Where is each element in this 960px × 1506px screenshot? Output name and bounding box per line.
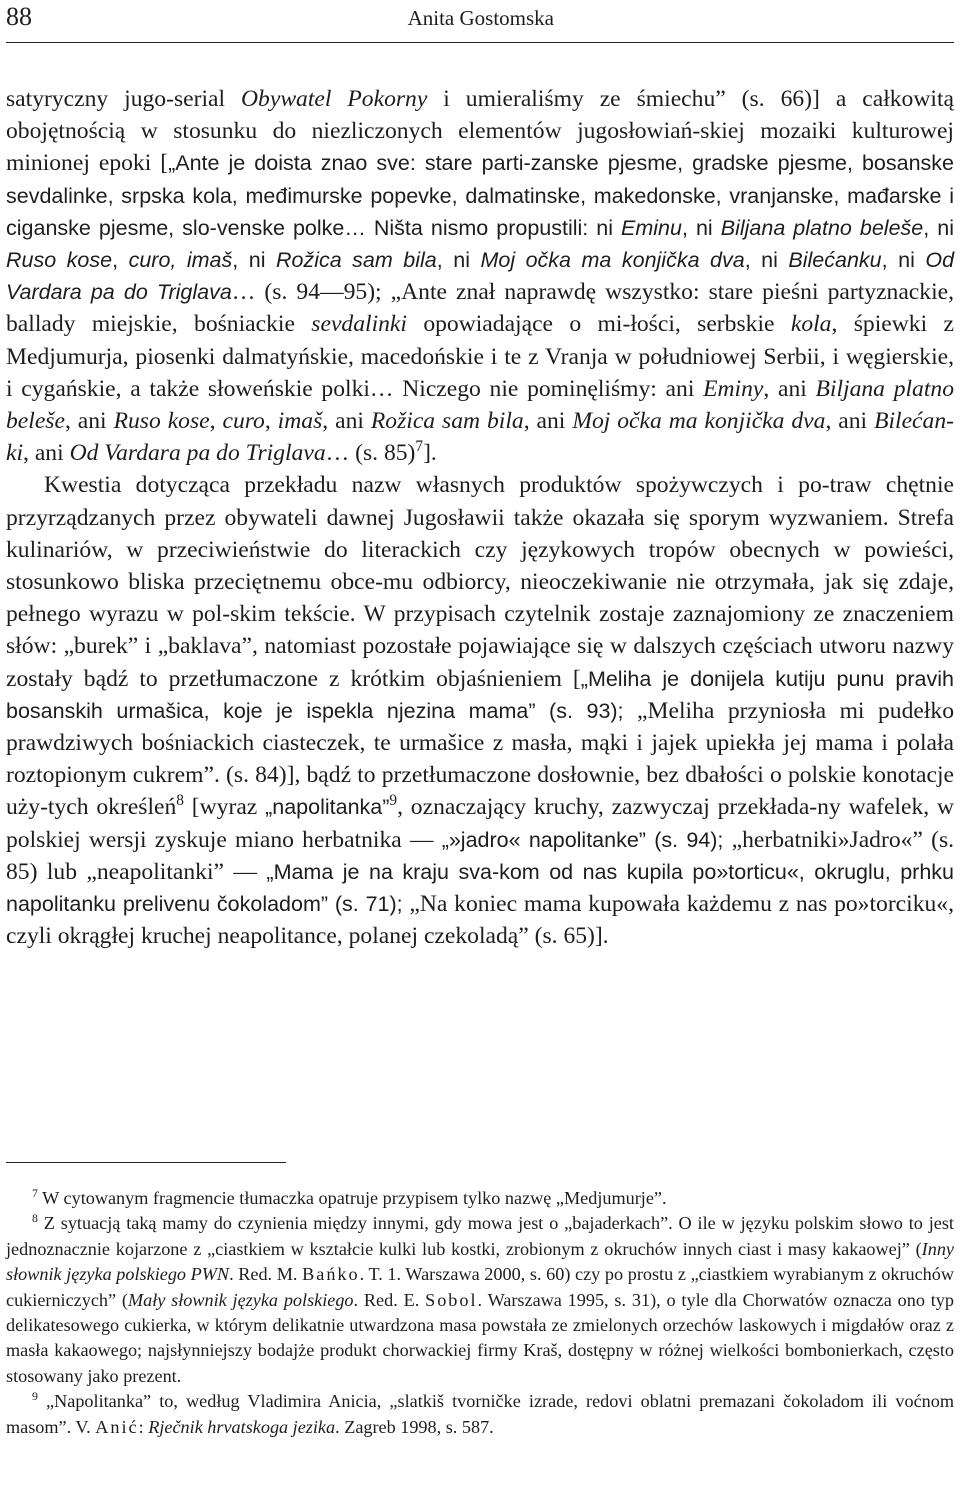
author-name: Bańko bbox=[302, 1264, 360, 1285]
footnote-separator bbox=[6, 1162, 286, 1163]
footnote-text: . Warszawa 1995, s. 31), o tyle dla Chorwatów oznacza ono typ delikatesowego cukierka, w którym delikatnie utwardzona masa powstała ze zmielonych orzechów laskowych i migdałów oraz z masła kakaowego; najsłynniejszy bodajże produkt chorwackiej firmy Kraš, dostępny w różnej wielkości bombonierkach, często stosowany jako prezent. bbox=[6, 1289, 954, 1386]
text-run: , oznaczający kruchy, zazwyczaj przekłada-ny wafelek, w polskiej wersji zyskuje miano herbatnika — bbox=[6, 794, 954, 853]
italic-title: Eminy bbox=[703, 375, 764, 402]
text-run: „Ante je doista znao sve: stare parti-zanske pjesme, gradske pjesme, bosanske sevdalinke, srpska kola, međimurske popevke, dalmatinske, makedonske, vranjanske, mađarske i ciganske pjesme, slo-venske polke… Ništa nismo propustili: ni bbox=[6, 151, 955, 240]
footnotes bbox=[6, 1186, 954, 1440]
text-run: , ani bbox=[825, 408, 875, 435]
italic-title: Bilećan-ki bbox=[6, 408, 954, 467]
footnote-ref[interactable]: 7 bbox=[415, 438, 424, 456]
italic-title: sevdalinki bbox=[311, 311, 407, 338]
italic-title: Od Vardara pa do Triglava bbox=[69, 440, 326, 467]
text-run: , ani bbox=[64, 408, 114, 435]
italic-title: Moj očka ma konjička dva bbox=[480, 248, 745, 273]
text-run: , ani bbox=[763, 375, 816, 402]
text-run: „herbatniki»Jadro«” (s. 85) lub „neapolitanki” — bbox=[6, 826, 955, 885]
footnote-text: „Napolitanka” to, według Vladimira Anicia, „slatkiš tvorničke izrade, redovi oblatni premazani čokoladom ili voćnom masom”. V. bbox=[6, 1391, 954, 1437]
footnote-text: . Red. M. bbox=[229, 1264, 303, 1285]
text-run: , ani bbox=[322, 408, 371, 435]
italic-title: Rožica sam bila bbox=[275, 248, 437, 273]
body-text bbox=[6, 83, 954, 952]
text-run: , bbox=[209, 408, 223, 435]
italic-title: Eminu bbox=[621, 215, 682, 240]
text-run: , ani bbox=[23, 440, 70, 467]
italic-title: Biljana platno beleše bbox=[720, 215, 924, 240]
footnote-8 bbox=[6, 1211, 954, 1389]
italic-title: Bilećanku bbox=[788, 248, 882, 273]
text-run: [wyraz bbox=[183, 794, 266, 821]
text-run: … (s. 85) bbox=[325, 440, 416, 467]
footnote-text: . Zagreb 1998, s. 587. bbox=[335, 1416, 494, 1437]
footnote-text: . Red. E. bbox=[353, 1289, 426, 1310]
footnote-text: : bbox=[138, 1416, 149, 1437]
italic-title: Obywatel Pokorny bbox=[241, 86, 428, 112]
footnote-number: 9 bbox=[32, 1389, 38, 1404]
footnote-text: Z sytuacją taką mamy do czynienia między innymi, gdy mowa jest o „bajaderkach”. O ile w języku polskim słowo to jest jednoznacznie kojarzone z „ciastkiem w kształcie kulki lub kostki, zrobionym z okruchów innych ciast i masy kakaowej” ( bbox=[6, 1213, 954, 1259]
text-run: , ni bbox=[744, 248, 789, 273]
text-run: Kwestia dotycząca przekładu nazw własnych produktów spożywczych i po-traw chętnie przyrządzanych przez obywateli dawnej Jugosławii także okazała się sporym wyzwaniem. Strefa kulinariów, w przeciwieństwie do literackich czy językowych tropów obecnych w powieści, stosunkowo bliska przeciętnemu obce-mu odbiorcy, nieoczekiwanie nie otrzymała, jak się zdaje, pełnego wyrazu w pol-skim tekście. W przypisach czytelnik zostaje zaznajomiony ze znaczeniem słów: „burek” i „baklava”, natomiast pozostałe pojawiające się w dalszych częściach utworu nazwy zostały bądź to przetłumaczone z krótkim objaśnieniem [ bbox=[6, 472, 954, 692]
quote-original: „»jadro« napolitanke” (s. 94); bbox=[441, 827, 724, 852]
footnote-number: 7 bbox=[32, 1185, 38, 1200]
text-run: „Meliha przyniosła mi pudełko prawdziwych bośniackich ciasteczek, te urmašice z masła, mąki i jajek upiekła jej mama i polała roztopionym cukrem”. (s. 84)], bądź to przetłumaczone dosłownie, bez dbałości o polskie konotacje uży-tych określeń bbox=[6, 697, 954, 821]
text-run: , ani bbox=[523, 408, 573, 435]
page-header bbox=[6, 0, 954, 40]
footnote-text: W cytowanym fragmencie tłumaczka opatruje przypisem tylko nazwę „Medjumurje”. bbox=[37, 1188, 667, 1208]
footnote-number: 8 bbox=[32, 1211, 38, 1226]
italic-title: Ruso kose bbox=[6, 248, 113, 273]
paragraph-1 bbox=[6, 83, 954, 469]
italic-title: Rožica sam bila bbox=[370, 408, 524, 435]
page-number: 88 bbox=[6, 2, 32, 31]
italic-title: Moj očka ma konjička dva bbox=[572, 408, 826, 435]
quote-original: „napolitanka” bbox=[265, 795, 390, 820]
italic-title: curo, imaš bbox=[222, 408, 323, 435]
text-run: … (s. 94—95); „Ante znał naprawdę wszystko: stare pieśni partyznackie, ballady miejskie, bośniackie bbox=[6, 279, 955, 338]
text-run: opowiadające o mi-łości, serbskie bbox=[406, 311, 791, 338]
header-rule bbox=[6, 42, 954, 43]
footnote-ref[interactable]: 9 bbox=[389, 792, 398, 810]
text-run: , ni bbox=[436, 248, 481, 273]
footnote-9 bbox=[6, 1389, 954, 1440]
italic-title: kola bbox=[790, 311, 832, 338]
author-name: Sobol bbox=[425, 1289, 478, 1310]
cited-title: Inny słownik języka polskiego PWN bbox=[6, 1238, 954, 1285]
italic-title: Biljana platno beleše bbox=[6, 375, 954, 435]
text-run: , ni bbox=[681, 215, 721, 240]
cited-title: Mały słownik języka polskiego bbox=[127, 1289, 354, 1310]
footnote-7 bbox=[6, 1186, 954, 1211]
author-name: Anić bbox=[95, 1416, 139, 1437]
text-run: , ni bbox=[232, 248, 276, 273]
running-head: Anita Gostomska bbox=[407, 6, 554, 30]
text-run: , śpiewki z Medjumurja, piosenki dalmatyńskie, macedońskie i te z Vranja w południowej Serbii, i węgierskie, i cygańskie, a także słoweńskie polki… Niczego nie pominęliśmy: ani bbox=[6, 311, 954, 402]
paragraph-2 bbox=[6, 469, 954, 952]
text-run: i umieraliśmy ze śmiechu” (s. 66)] a całkowitą obojętnością w stosunku do niezliczonych elementów jugosłowiań-skiej mozaiki kulturowej minionej epoki [ bbox=[6, 86, 954, 177]
quote-original: „Mama je na kraju sva-kom od nas kupila po»torticu«, okruglu, prhku napolitanku prelivenu čokoladom” (s. 71); bbox=[6, 859, 954, 917]
text-run: , ni bbox=[881, 248, 926, 273]
text-run: , ni bbox=[923, 215, 954, 240]
italic-title: Ruso kose bbox=[113, 408, 210, 435]
footnote-ref[interactable]: 8 bbox=[176, 792, 184, 810]
italic-title: curo, imaš bbox=[128, 248, 233, 273]
text-run: „Na koniec mama kupowała każdemu z nas po»torciku«, czyli okrągłej kruchej neapolitance, polanej czekoladą” (s. 65)]. bbox=[6, 891, 955, 950]
footnote-text: . T. 1. Warszawa 2000, s. 60) czy po prostu z „ciastkiem wyrabianym z okruchów cukierniczych” ( bbox=[6, 1264, 954, 1310]
quote-original: „Meliha je donijela kutiju punu pravih bosanskih urmašica, koje je ispekla njezina mama” (s. 93); bbox=[6, 666, 954, 723]
cited-title: Rječnik hrvatskoga jezika bbox=[148, 1416, 336, 1437]
text-run: satyryczny jugo-serial bbox=[6, 86, 242, 112]
text-run: ]. bbox=[423, 440, 437, 467]
text-run: , bbox=[112, 248, 129, 273]
italic-title: Od Vardara pa do Triglava bbox=[6, 248, 955, 305]
